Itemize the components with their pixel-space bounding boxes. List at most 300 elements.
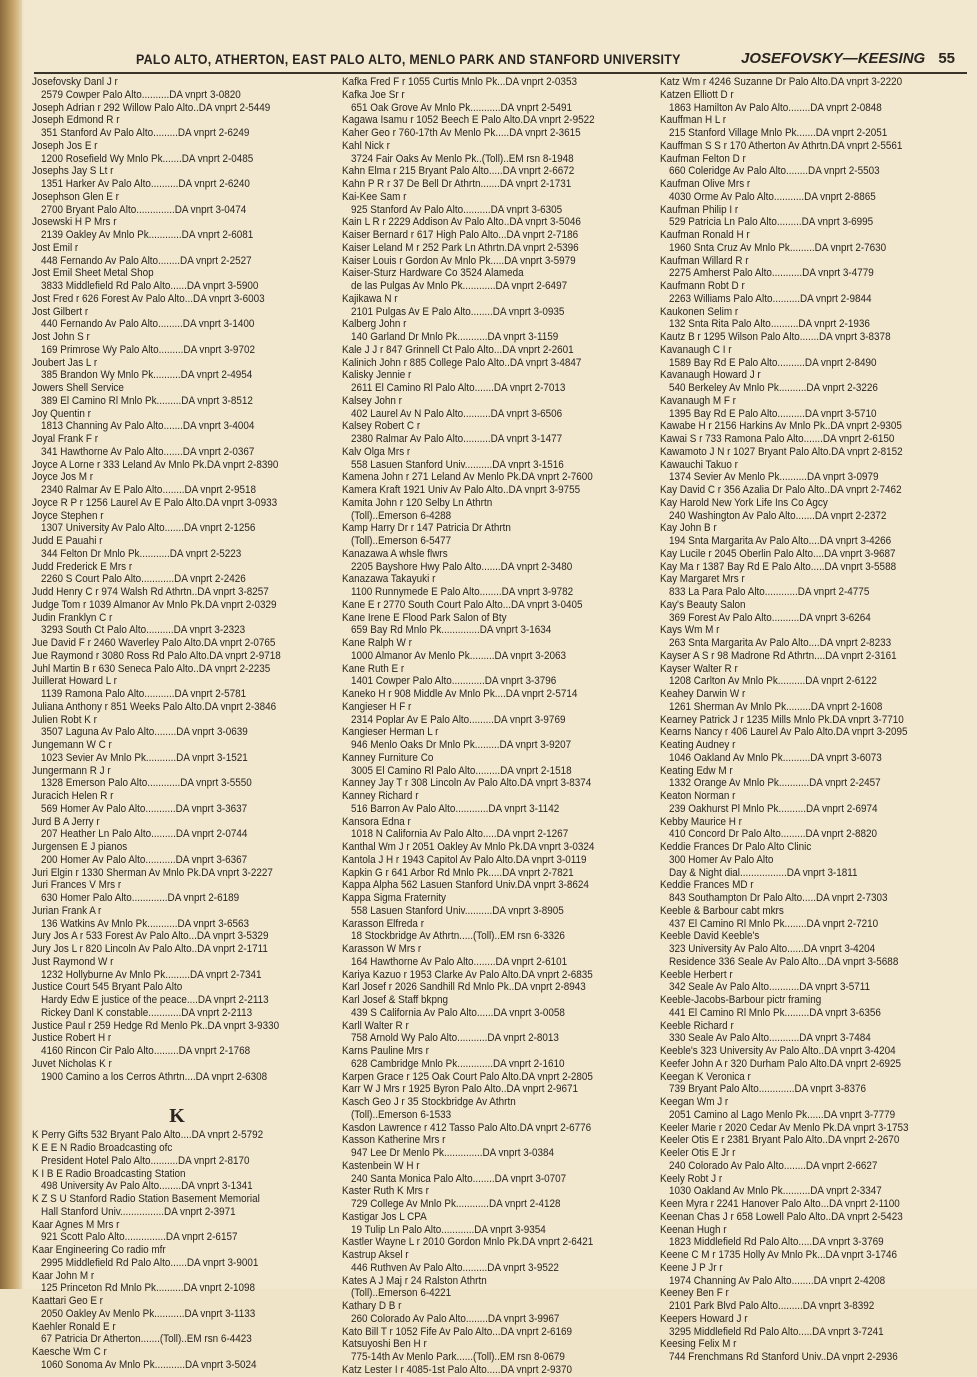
listing-name-line: Kayser Walter R r (660, 662, 738, 675)
listing-name-line: Keepers Howard J r (660, 1312, 748, 1325)
listing-detail-line: 2050 Oakley Av Menlo Pk...........DA vnprt 3-1133 (41, 1307, 256, 1320)
listing-name-line: Kalisky Jennie r (342, 369, 412, 382)
listing-name-line: Kanazawa A whsle flwrs (342, 547, 448, 560)
listing-name-line: Karll Walter R r (342, 1019, 409, 1032)
listing-name-line: Kebby Maurice H r (660, 815, 742, 828)
listing-name-line: Joyce A Lorne r 333 Leland Av Mnlo Pk.DA vnprt 2-8390 (32, 458, 279, 471)
listing-name-line: Keeble-Jacobs-Barbour pictr framing (660, 994, 822, 1006)
listing-detail-line: 1200 Rosefield Wy Mnlo Pk.......DA vnprt 2-0485 (41, 152, 254, 165)
listing-name-line: Keely Robt J r (660, 1172, 723, 1185)
listing-detail-line: 540 Berkeley Av Mnlo Pk..........DA vnprt 2-3226 (669, 382, 878, 394)
listing-detail-line: 1974 Channing Av Palo Alto........DA vnprt 2-4208 (669, 1274, 886, 1287)
listing-name-line: Kangieser H F r (342, 700, 412, 713)
listing-name-line: Kansora Edna r (342, 815, 411, 828)
listing-detail-line: 1328 Emerson Palo Alto............DA vnprt 3-5550 (41, 777, 252, 790)
listing-name-line: Jury Jos L r 820 Lincoln Av Palo Alto..DA vnprt 2-1711 (32, 943, 268, 955)
listing-name-line: Keddie Frances MD r (660, 879, 754, 892)
listing-name-line: Kastenbein W H r (342, 1159, 420, 1172)
listing-name-line: Kaar John M r (32, 1269, 95, 1282)
name-range-heading: JOSEFOVSKY—KEESING (741, 50, 926, 67)
listing-name-line: Judge Tom r 1039 Almanor Av Mnlo Pk.DA vnprt 2-0329 (32, 598, 277, 611)
listing-name-line: K E E N Radio Broadcasting ofc (32, 1142, 173, 1154)
listing-detail-line: 1813 Channing Av Palo Alto.......DA vnprt 3-4004 (41, 420, 255, 433)
listing-detail-line: 2579 Cowper Palo Alto..........DA vnprt 3-0820 (41, 88, 241, 101)
listing-name-line: Kappa Sigma Fraternity (342, 892, 447, 904)
listing-detail-line: President Hotel Palo Alto..........DA vnprt 2-8170 (41, 1154, 250, 1167)
listing-detail-line: 1960 Snta Cruz Av Mnlo Pk.........DA vnprt 2-7630 (669, 241, 887, 254)
listing-detail-line: 660 Coleridge Av Palo Alto........DA vnprt 2-5503 (669, 165, 880, 178)
listing-name-line: Keating Edw M r (660, 764, 733, 777)
listing-detail-line: 240 Santa Monica Palo Alto........DA vnprt 3-0707 (351, 1172, 567, 1185)
listing-detail-line: 389 El Camino Rl Mnlo Pk.........DA vnprt 3-8512 (41, 394, 253, 407)
listing-detail-line: (Toll)..Emerson 6-4221 (351, 1287, 452, 1300)
listing-name-line: Kane Ralph W r (342, 637, 412, 649)
listing-name-line: Joubert Jas L r (32, 356, 98, 369)
listing-name-line: Kates A J Maj r 24 Ralston Athrtn (342, 1274, 487, 1287)
listing-detail-line: 1863 Hamilton Av Palo Alto........DA vnprt 2-0848 (669, 101, 882, 114)
listing-name-line: Kangieser Herman L r (342, 726, 439, 739)
listing-detail-line: 300 Homer Av Palo Alto (669, 853, 774, 866)
listing-name-line: Keddie Frances Dr Palo Alto Clinic (660, 841, 812, 853)
listing-name-line: Kays Wm M r (660, 624, 720, 637)
listing-name-line: Keegan Wm J r (660, 1096, 729, 1108)
listing-name-line: Kalinich John r 885 College Palo Alto..DA vnprt 3-4847 (342, 356, 582, 369)
listing-name-line: Kay's Beauty Salon (660, 598, 746, 611)
listing-detail-line: 439 S California Av Palo Alto......DA vnprt 3-0058 (351, 1006, 565, 1019)
listing-detail-line: 558 Lasuen Stanford Univ..........DA vnprt 3-8905 (351, 904, 564, 917)
listing-name-line: Katzen Elliott D r (660, 88, 734, 101)
listing-name-line: Kearns Nancy r 406 Laurel Av Palo Alto.DA vnprt 3-2095 (660, 726, 908, 739)
listing-name-line: Kahn Elma r 215 Bryant Palo Alto.....DA vnprt 2-6672 (342, 165, 575, 178)
listing-name-line: Kalv Olga Mrs r (342, 445, 411, 458)
listing-name-line: Kapkin G r 641 Arbor Rd Mnlo Pk.....DA vnprt 2-7821 (342, 866, 574, 879)
listing-name-line: Kantola J H r 1943 Capitol Av Palo Alto.DA vnprt 3-0119 (342, 853, 587, 866)
listing-detail-line: 1307 University Av Palo Alto.......DA vnprt 2-1256 (41, 522, 256, 535)
listing-detail-line: 240 Washington Av Palo Alto.......DA vnprt 2-2372 (669, 509, 887, 522)
listing-name-line: Kappa Alpha 562 Lasuen Stanford Univ.DA vnprt 3-8624 (342, 879, 589, 892)
listing-group-j (32, 76, 332, 1083)
listing-name-line: Justice Paul r 259 Hedge Rd Menlo Pk..DA vnprt 3-9330 (32, 1019, 280, 1032)
listing-detail-line: 239 Oakhurst Pl Mnlo Pk..........DA vnprt 2-6974 (669, 802, 878, 815)
listing-name-line: Kavanaugh M F r (660, 394, 736, 407)
listing-detail-line: 1823 Middlefield Rd Palo Alto.....DA vnprt 3-3769 (669, 1236, 884, 1249)
listing-name-line: Jowers Shell Service (32, 382, 124, 394)
listing-name-line: Kasch Geo J r 35 Stockbridge Av Athrtn (342, 1096, 516, 1108)
listing-name-line: Kay Harold New York Life Ins Co Agcy (660, 496, 828, 509)
listing-detail-line: 3507 Laguna Av Palo Alto........DA vnprt 3-0639 (41, 726, 248, 739)
listing-name-line: Karns Pauline Mrs r (342, 1045, 429, 1057)
listing-name-line: Keeney Ben F r (660, 1287, 729, 1300)
listing-name-line: K I B E Radio Broadcasting Station (32, 1167, 186, 1180)
listing-name-line: Kaneko H r 908 Middle Av Mnlo Pk....DA vnprt 2-5714 (342, 688, 578, 700)
listing-detail-line: 921 Scott Palo Alto...............DA vnprt 2-6157 (41, 1231, 238, 1244)
listing-name-line: Kalsey Robert C r (342, 420, 421, 433)
listing-name-line: Kay Margaret Mrs r (660, 573, 745, 586)
listing-detail-line: 240 Colorado Av Palo Alto........DA vnprt 2-6627 (669, 1159, 878, 1172)
listing-detail-line: 323 University Av Palo Alto......DA vnprt 3-4204 (669, 943, 876, 955)
listing-name-line: Jost Emil Sheet Metal Shop (32, 267, 154, 280)
listing-name-line: Katz Wm r 4246 Suzanne Dr Palo Alto.DA vnprt 3-2220 (660, 76, 903, 88)
listing-detail-line: 2263 Williams Palo Alto..........DA vnprt 2-9844 (669, 292, 872, 305)
listing-name-line: Kajikawa N r (342, 292, 398, 305)
spacer (32, 1083, 332, 1103)
listing-name-line: Karl Josef & Staff bkpng (342, 994, 449, 1006)
page-title: PALO ALTO, ATHERTON, EAST PALO ALTO, MENLO PARK AND STANFORD UNIVERSITY (136, 52, 681, 67)
listing-detail-line: 2380 Ralmar Av Palo Alto..........DA vnprt 3-1477 (351, 433, 563, 445)
listing-detail-line: 1900 Camino a los Cerros Athrtn....DA vnprt 2-6308 (41, 1070, 268, 1083)
directory-column-1 (32, 76, 332, 1372)
listing-detail-line: 385 Brandon Wy Mnlo Pk..........DA vnprt 2-4954 (41, 369, 253, 382)
listing-detail-line: 2205 Bayshore Hwy Palo Alto.......DA vnprt 2-3480 (351, 560, 573, 573)
listing-detail-line: 946 Menlo Oaks Dr Mnlo Pk.........DA vnprt 3-9207 (351, 739, 572, 751)
listing-detail-line: 342 Seale Av Palo Alto...........DA vnprt 3-5711 (669, 981, 871, 994)
listing-name-line: Karasson Elfreda r (342, 917, 424, 930)
listing-name-line: Kautz B r 1295 Wilson Palo Alto.......DA vnprt 3-8378 (660, 331, 891, 343)
listing-detail-line: 775-14th Av Menlo Park......(Toll)..EM rsn 8-0679 (351, 1351, 565, 1363)
listing-name-line: Keeble Richard r (660, 1019, 734, 1032)
listing-detail-line: 1589 Bay Rd E Palo Alto..........DA vnprt 2-8490 (669, 356, 877, 369)
listing-detail-line: 2275 Amherst Palo Alto...........DA vnprt 3-4779 (669, 267, 874, 280)
listing-name-line: Keenan Chas J r 658 Lowell Palo Alto..DA vnprt 2-5423 (660, 1210, 903, 1223)
listing-detail-line: (Toll)..Emerson 6-4288 (351, 509, 452, 522)
listing-name-line: Kamita John r 120 Selby Ln Athrtn (342, 496, 493, 509)
listing-name-line: Kauffman S S r 170 Atherton Av Athrtn.DA vnprt 2-5561 (660, 139, 903, 152)
listing-detail-line: 3295 Middlefield Rd Palo Alto.....DA vnprt 3-7241 (669, 1325, 884, 1338)
listing-detail-line: 2101 Pulgas Av E Palo Alto........DA vnprt 3-0935 (351, 305, 565, 318)
listing-group-k (32, 1129, 332, 1371)
listing-detail-line: 2314 Poplar Av E Palo Alto.........DA vnprt 3-9769 (351, 713, 566, 726)
listing-name-line: Keeble's 323 University Av Palo Alto..DA vnprt 3-4204 (660, 1045, 896, 1057)
listing-detail-line: 2101 Park Blvd Palo Alto.........DA vnprt 3-8392 (669, 1300, 875, 1312)
listing-name-line: Kalsey John r (342, 394, 402, 407)
listing-name-line: Kamena John r 271 Leland Av Menlo Pk.DA vnprt 2-7600 (342, 471, 593, 484)
listing-name-line: Judd Henry C r 974 Walsh Rd Athrtn..DA vnprt 3-8257 (32, 586, 269, 598)
listing-detail-line: 1208 Carlton Av Mnlo Pk..........DA vnprt 2-6122 (669, 675, 877, 688)
listing-name-line: Katz Lester I r 4085-1st Palo Alto.....DA vnprt 2-9370 (342, 1363, 573, 1376)
listing-detail-line: 744 Frenchmans Rd Stanford Univ..DA vnprt 2-2936 (669, 1351, 898, 1363)
listing-detail-line: 132 Snta Rita Palo Alto..........DA vnprt 2-1936 (669, 318, 870, 331)
listing-detail-line: 344 Felton Dr Mnlo Pk...........DA vnprt 2-5223 (41, 547, 242, 560)
listing-name-line: Kahn P R r 37 De Bell Dr Athrtn.......DA vnprt 2-1731 (342, 178, 572, 190)
listing-detail-line: 194 Snta Margarita Av Palo Alto....DA vnprt 3-4266 (669, 535, 892, 547)
listing-name-line: Kagawa Isamu r 1052 Beech E Palo Alto.DA vnprt 2-9522 (342, 114, 595, 127)
listing-detail-line: 1023 Sevier Av Mnlo Pk...........DA vnprt 3-1521 (41, 751, 248, 764)
listing-detail-line: 651 Oak Grove Av Mnlo Pk...........DA vnprt 2-5491 (351, 101, 573, 114)
listing-name-line: Kaiser Leland M r 252 Park Ln Athrtn.DA vnprt 2-5396 (342, 241, 579, 254)
listing-name-line: Kaar Agnes M Mrs r (32, 1218, 120, 1231)
listing-detail-line: 3833 Middlefield Rd Palo Alto......DA vnprt 3-5900 (41, 280, 259, 292)
listing-name-line: Kane Irene E Flood Park Salon of Bty (342, 611, 507, 624)
listing-name-line: Just Raymond W r (32, 955, 114, 968)
listing-name-line: Josephson Glen E r (32, 190, 119, 203)
listing-detail-line: 516 Barron Av Palo Alto............DA vnprt 3-1142 (351, 802, 560, 815)
listing-detail-line: (Toll)..Emerson 6-5477 (351, 535, 452, 547)
listing-detail-line: 729 College Av Mnlo Pk............DA vnprt 2-4128 (351, 1198, 561, 1210)
listing-name-line: Kaehler Ronald E r (32, 1320, 116, 1333)
listing-detail-line: 569 Homer Av Palo Alto...........DA vnprt 3-3637 (41, 802, 248, 815)
listing-name-line: Kay Ma r 1387 Bay Rd E Palo Alto.....DA vnprt 3-5588 (660, 560, 897, 573)
listing-name-line: Joyce Stephen r (32, 509, 104, 522)
listing-name-line: Kay David C r 356 Azalia Dr Palo Alto..DA vnprt 2-7462 (660, 484, 902, 496)
listing-name-line: Kaher Geo r 760-17th Av Menlo Pk.....DA vnprt 2-3615 (342, 127, 581, 139)
listing-name-line: Kavanaugh C I r (660, 343, 732, 356)
listing-detail-line: 3005 El Camino Rl Palo Alto.........DA vnprt 2-1518 (351, 764, 572, 777)
listing-group (660, 76, 966, 1364)
listing-name-line: Kaiser Bernard r 617 High Palo Alto...DA vnprt 2-7186 (342, 229, 579, 241)
listing-name-line: Joyce R P r 1256 Laurel Av E Palo Alto.DA vnprt 3-0933 (32, 496, 278, 509)
listing-detail-line: 1232 Hollyburne Av Mnlo Pk.........DA vnprt 2-7341 (41, 968, 262, 981)
directory-column-2 (342, 76, 648, 1377)
listing-name-line: Kafka Joe Sr r (342, 88, 405, 101)
listing-name-line: Kawauchi Takuo r (660, 458, 738, 471)
listing-name-line: Karasson W Mrs r (342, 943, 422, 955)
listing-detail-line: 3724 Fair Oaks Av Menlo Pk..(Toll)..EM rsn 8-1948 (351, 152, 574, 165)
listing-name-line: Karpen Grace r 125 Oak Court Palo Alto.DA vnprt 2-2805 (342, 1070, 593, 1083)
page-number: 55 (938, 50, 955, 67)
listing-detail-line: 1030 Oakland Av Mnlo Pk..........DA vnprt 2-3347 (669, 1185, 882, 1198)
listing-detail-line: 1374 Sevier Av Menlo Pk..........DA vnprt 3-0979 (669, 471, 879, 484)
listing-detail-line: 2611 El Camino Rl Palo Alto.......DA vnprt 2-7013 (351, 382, 566, 394)
listing-detail-line: 18 Stockbridge Av Athrtn.....(Toll)..EM rsn 6-3326 (351, 930, 565, 943)
listing-name-line: Judd Frederick E Mrs r (32, 560, 133, 573)
listing-name-line: Keeler Otis E r 2381 Bryant Palo Alto..DA vnprt 2-2670 (660, 1134, 900, 1147)
listing-name-line: Kavanaugh Howard J r (660, 369, 761, 382)
listing-name-line: Kanazawa Takayuki r (342, 573, 436, 586)
listing-name-line: Kasdon Lawrence r 412 Tasso Palo Alto.DA vnprt 2-6776 (342, 1121, 592, 1134)
listing-detail-line: 330 Seale Av Palo Alto...........DA vnprt 3-7484 (669, 1032, 871, 1045)
listing-name-line: Jungermann R J r (32, 764, 111, 777)
listing-detail-line: 4160 Rincon Cir Palo Alto.........DA vnprt 2-1768 (41, 1045, 251, 1057)
listing-name-line: Joseph Jos E r (32, 139, 98, 152)
listing-name-line: Kariya Kazuo r 1953 Clarke Av Palo Alto.DA vnprt 2-6835 (342, 968, 593, 981)
listing-name-line: K Z S U Stanford Radio Station Basement Memorial (32, 1193, 260, 1205)
listing-name-line: Kauffman H L r (660, 114, 727, 127)
listing-detail-line: 140 Garland Dr Mnlo Pk...........DA vnprt 3-1159 (351, 331, 559, 343)
listing-detail-line: 341 Hawthorne Av Palo Alto.......DA vnprt 2-0367 (41, 445, 255, 458)
listing-detail-line: 925 Stanford Av Palo Alto..........DA vnprt 3-6305 (351, 203, 563, 216)
listing-detail-line: 1351 Harker Av Palo Alto..........DA vnprt 2-6240 (41, 178, 250, 190)
listing-detail-line: 558 Lasuen Stanford Univ..........DA vnprt 3-1516 (351, 458, 564, 471)
listing-name-line: Kaiser Louis r Gordon Av Mnlo Pk.....DA vnprt 3-5979 (342, 254, 576, 267)
listing-detail-line: 628 Cambridge Mnlo Pk.............DA vnprt 2-1610 (351, 1057, 565, 1070)
listing-name-line: Joy Quentin r (32, 407, 91, 420)
listing-detail-line: 2139 Oakley Av Mnlo Pk............DA vnprt 2-6081 (41, 229, 254, 241)
listing-name-line: Kaufman Philip I r (660, 203, 739, 216)
listing-detail-line: 843 Southampton Dr Palo Alto.....DA vnprt 2-7303 (669, 892, 888, 904)
listing-name-line: Karr W J Mrs r 1925 Byron Palo Alto..DA vnprt 2-9671 (342, 1083, 579, 1096)
listing-detail-line: 1395 Bay Rd E Palo Alto..........DA vnprt 3-5710 (669, 407, 877, 420)
listing-name-line: Kahl Nick r (342, 139, 390, 152)
listing-detail-line: 3293 South Ct Palo Alto..........DA vnprt 3-2323 (41, 624, 246, 637)
listing-detail-line: 1401 Cowper Palo Alto............DA vnprt 3-3796 (351, 675, 557, 688)
listing-detail-line: 446 Ruthven Av Palo Alto.........DA vnprt 3-9522 (351, 1261, 559, 1274)
listing-detail-line: 630 Homer Palo Alto.............DA vnprt 2-6189 (41, 892, 240, 904)
listing-detail-line: 351 Stanford Av Palo Alto.........DA vnprt 2-6249 (41, 127, 250, 139)
listing-name-line: Kay John B r (660, 522, 717, 535)
listing-name-line: Kaesche Wm C r (32, 1346, 107, 1358)
listing-detail-line: Day & Night dial.................DA vnprt 3-1811 (669, 866, 858, 879)
listing-detail-line: 1139 Ramona Palo Alto...........DA vnprt 2-5781 (41, 688, 247, 700)
listing-name-line: Jost Gilbert r (32, 305, 89, 318)
listing-detail-line: 947 Lee Dr Menlo Pk..............DA vnprt 3-0384 (351, 1147, 555, 1159)
listing-detail-line: 19 Tulip Ln Palo Alto............DA vnprt 3-9354 (351, 1223, 546, 1236)
listing-name-line: Kaiser-Sturz Hardware Co 3524 Alameda (342, 267, 524, 280)
listing-name-line: Kaar Engineering Co radio mfr (32, 1244, 166, 1256)
listing-detail-line: 1261 Sherman Av Mnlo Pk.........DA vnprt 2-1608 (669, 700, 883, 713)
listing-detail-line: Residence 336 Seale Av Palo Alto...DA vnprt 3-5688 (669, 955, 899, 968)
listing-group (342, 76, 648, 1377)
listing-name-line: Kasson Katherine Mrs r (342, 1134, 446, 1147)
listing-detail-line: 758 Arnold Wy Palo Alto...........DA vnprt 2-8013 (351, 1032, 559, 1045)
listing-name-line: Kawabe H r 2156 Harkins Av Mnlo Pk..DA vnprt 2-9305 (660, 420, 902, 433)
listing-name-line: Kale J J r 847 Grinnell Ct Palo Alto...DA vnprt 2-2601 (342, 343, 574, 356)
listing-name-line: Kaufman Felton D r (660, 152, 746, 165)
listing-detail-line: 67 Patricia Dr Atherton.......(Toll)..EM rsn 6-4423 (41, 1333, 252, 1346)
listing-name-line: Kato Bill T r 1052 Fife Av Palo Alto...DA vnprt 2-6169 (342, 1325, 573, 1338)
listing-name-line: Kawai S r 733 Ramona Palo Alto.......DA vnprt 2-6150 (660, 433, 895, 445)
listing-name-line: Kamp Harry Dr r 147 Patricia Dr Athrtn (342, 522, 511, 535)
listing-name-line: Justice Court 545 Bryant Palo Alto (32, 981, 183, 994)
listing-detail-line: 659 Bay Rd Mnlo Pk..............DA vnprt 3-1634 (351, 624, 552, 637)
listing-name-line: Josewski H P Mrs r (32, 216, 117, 229)
listing-name-line: Keesing Felix M r (660, 1338, 737, 1351)
listing-name-line: Keegan K Veronica r (660, 1070, 751, 1083)
listing-name-line: K Perry Gifts 532 Bryant Palo Alto....DA vnprt 2-5792 (32, 1129, 264, 1142)
listing-name-line: Keeble David Keeble's (660, 930, 760, 943)
listing-detail-line: 1060 Sonoma Av Mnlo Pk...........DA vnprt 3-5024 (41, 1358, 257, 1371)
listing-name-line: Jurian Frank A r (32, 904, 102, 917)
listing-name-line: Kay Lucile r 2045 Oberlin Palo Alto....DA vnprt 3-9687 (660, 547, 896, 560)
listing-detail-line: 402 Laurel Av N Palo Alto..........DA vnprt 3-6506 (351, 407, 563, 420)
listing-name-line: Kain L R r 2229 Addison Av Palo Alto..DA vnprt 3-5046 (342, 216, 581, 229)
listing-name-line: Kaufman Olive Mrs r (660, 178, 751, 190)
listing-detail-line: 739 Bryant Palo Alto.............DA vnprt 3-8376 (669, 1083, 867, 1096)
listing-name-line: Joseph Adrian r 292 Willow Palo Alto..DA vnprt 2-5449 (32, 101, 271, 114)
listing-detail-line: 529 Patricia Ln Palo Alto.........DA vnprt 3-6995 (669, 216, 874, 229)
listing-name-line: Kawamoto J N r 1027 Bryant Palo Alto.DA vnprt 2-8152 (660, 445, 903, 458)
listing-name-line: Kai-Kee Sam r (342, 190, 407, 203)
listing-detail-line: 207 Heather Ln Palo Alto.........DA vnprt 2-0744 (41, 828, 248, 841)
listing-name-line: Kathary D B r (342, 1300, 402, 1312)
listing-detail-line: 2260 S Court Palo Alto............DA vnprt 2-2426 (41, 573, 246, 586)
listing-name-line: Kearney Patrick J r 1235 Mills Mnlo Pk.DA vnprt 3-7710 (660, 713, 904, 726)
listing-name-line: Keeble & Barbour cabt mkrs (660, 904, 784, 917)
listing-name-line: Keene J P Jr r (660, 1261, 723, 1274)
listing-name-line: Keaton Norman r (660, 790, 736, 802)
section-letter-heading: K (169, 1105, 185, 1128)
listing-name-line: Juri Elgin r 1330 Sherman Av Mnlo Pk.DA vnprt 3-2227 (32, 866, 273, 879)
listing-detail-line: 2051 Camino al Lago Menlo Pk......DA vnprt 3-7779 (669, 1108, 896, 1121)
listing-name-line: Kanney Richard r (342, 790, 419, 802)
listing-name-line: Justice Robert H r (32, 1032, 112, 1045)
listing-name-line: Kastigar Jos L CPA (342, 1210, 427, 1223)
listing-name-line: Kaufmann Robt D r (660, 280, 745, 292)
listing-detail-line: 260 Colorado Av Palo Alto........DA vnprt 3-9967 (351, 1312, 560, 1325)
listing-name-line: Keating Audney r (660, 739, 736, 751)
listing-detail-line: 215 Stanford Village Mnlo Pk.......DA vnprt 2-2051 (669, 127, 888, 139)
listing-name-line: Kaattari Geo E r (32, 1295, 103, 1307)
listing-name-line: Kalberg John r (342, 318, 407, 331)
listing-detail-line: 1332 Orange Av Mnlo Pk...........DA vnprt 2-2457 (669, 777, 881, 790)
listing-name-line: Juvet Nicholas K r (32, 1057, 112, 1070)
listing-name-line: Judd E Pauahi r (32, 535, 103, 547)
listing-detail-line: 2700 Bryant Palo Alto..............DA vnprt 3-0474 (41, 203, 247, 216)
listing-name-line: Juliana Anthony r 851 Weeks Palo Alto.DA vnprt 2-3846 (32, 700, 277, 713)
listing-name-line: Keahey Darwin W r (660, 688, 746, 700)
listing-detail-line: 410 Concord Dr Palo Alto.........DA vnprt 2-8820 (669, 828, 878, 841)
listing-detail-line: 164 Hawthorne Av Palo Alto........DA vnprt 2-6101 (351, 955, 568, 968)
listing-name-line: Kane E r 2770 South Court Palo Alto...DA vnprt 3-0405 (342, 598, 583, 611)
listing-detail-line: 440 Fernando Av Palo Alto.........DA vnprt 3-1400 (41, 318, 255, 331)
listing-name-line: Jurgensen E J pianos (32, 841, 128, 853)
listing-detail-line: Hardy Edw E justice of the peace....DA vnprt 2-2113 (41, 994, 269, 1006)
listing-name-line: Joyce Jos M r (32, 471, 94, 484)
listing-name-line: Jurd B A Jerry r (32, 815, 100, 828)
listing-detail-line: 2995 Middlefield Rd Palo Alto......DA vnprt 3-9001 (41, 1256, 259, 1269)
listing-name-line: Keene C M r 1735 Holly Av Mnlo Pk...DA vnprt 3-1746 (660, 1249, 897, 1261)
listing-detail-line: 437 El Camino Rl Mnlo Pk........DA vnprt 2-7210 (669, 917, 879, 930)
directory-page (24, 0, 977, 1376)
listing-detail-line: 448 Fernando Av Palo Alto........DA vnprt 2-2527 (41, 254, 252, 267)
listing-name-line: Keeler Marie r 2020 Cedar Av Menlo Pk.DA vnprt 3-1753 (660, 1121, 909, 1134)
listing-name-line: Juhl Martin B r 630 Seneca Palo Alto..DA vnprt 2-2235 (32, 662, 271, 675)
listing-name-line: Joyal Frank F r (32, 433, 99, 445)
directory-column-3 (660, 76, 966, 1364)
listing-name-line: Kane Ruth E r (342, 662, 405, 675)
listing-name-line: Kaufman Ronald H r (660, 229, 750, 241)
listing-name-line: Josephs Jay S Lt r (32, 165, 114, 178)
listing-detail-line: 2340 Ralmar Av E Palo Alto........DA vnprt 2-9518 (41, 484, 256, 496)
listing-detail-line: 1000 Almanor Av Menlo Pk.........DA vnprt 3-2063 (351, 649, 566, 662)
listing-name-line: Kamera Kraft 1921 Univ Av Palo Alto..DA vnprt 3-9755 (342, 484, 581, 496)
listing-name-line: Keenan Hugh r (660, 1223, 727, 1236)
listing-name-line: Kanney Furniture Co (342, 751, 434, 764)
listing-name-line: Jue Raymond r 3080 Ross Rd Palo Alto.DA vnprt 2-9718 (32, 649, 281, 662)
listing-detail-line: 136 Watkins Av Mnlo Pk...........DA vnprt 3-6563 (41, 917, 249, 930)
listing-detail-line: Rickey Danl K constable............DA vnprt 2-2113 (41, 1006, 253, 1019)
listing-detail-line: 1046 Oakland Av Mnlo Pk..........DA vnprt 3-6073 (669, 751, 882, 764)
listing-detail-line: de las Pulgas Av Mnlo Pk............DA vnprt 2-6497 (351, 280, 568, 292)
listing-name-line: Katsuyoshi Ben H r (342, 1338, 427, 1351)
listing-detail-line: 441 El Camino Rl Mnlo Pk.........DA vnprt 3-6356 (669, 1006, 881, 1019)
listing-name-line: Jost John S r (32, 331, 90, 343)
listing-name-line: Kaufman Willard R r (660, 254, 749, 267)
listing-detail-line: 1100 Runnymede E Palo Alto........DA vnprt 3-9782 (351, 586, 574, 598)
listing-name-line: Josefovsky Danl J r (32, 76, 118, 88)
page-header (34, 48, 967, 74)
listing-name-line: Jost Fred r 626 Forest Av Palo Alto...DA vnprt 3-6003 (32, 292, 265, 305)
listing-name-line: Karl Josef r 2026 Sandhill Rd Mnlo Pk..DA vnprt 2-8943 (342, 981, 586, 994)
listing-detail-line: 4030 Orme Av Palo Alto...........DA vnprt 2-8865 (669, 190, 876, 203)
listing-name-line: Juracich Helen R r (32, 790, 114, 802)
listing-name-line: Joseph Edmond R r (32, 114, 120, 127)
listing-name-line: Keeler Otis E Jr r (660, 1147, 736, 1159)
listing-detail-line: 833 La Para Palo Alto............DA vnprt 2-4775 (669, 586, 870, 598)
listing-detail-line: Hall Stanford Univ................DA vnprt 2-3971 (41, 1205, 236, 1218)
listing-detail-line: 369 Forest Av Palo Alto..........DA vnprt 3-6264 (669, 611, 871, 624)
listing-name-line: Kastrup Aksel r (342, 1249, 409, 1261)
listing-detail-line: 169 Primrose Wy Palo Alto.........DA vnprt 3-9702 (41, 343, 255, 356)
listing-name-line: Keefer John A r 320 Durham Palo Alto.DA vnprt 2-6925 (660, 1057, 902, 1070)
listing-name-line: Kayser A S r 98 Madrone Rd Athrtn....DA vnprt 2-3161 (660, 649, 897, 662)
listing-name-line: Kaster Ruth K Mrs r (342, 1185, 429, 1198)
listing-name-line: Jungemann W C r (32, 739, 112, 751)
listing-name-line: Juillerat Howard L r (32, 675, 117, 688)
book-binding-edge (0, 0, 22, 1289)
listing-name-line: Keeble Herbert r (660, 968, 733, 981)
listing-detail-line: 263 Snta Margarita Av Palo Alto....DA vnprt 2-8233 (669, 637, 892, 649)
listing-name-line: Judin Franklyn C r (32, 611, 113, 624)
